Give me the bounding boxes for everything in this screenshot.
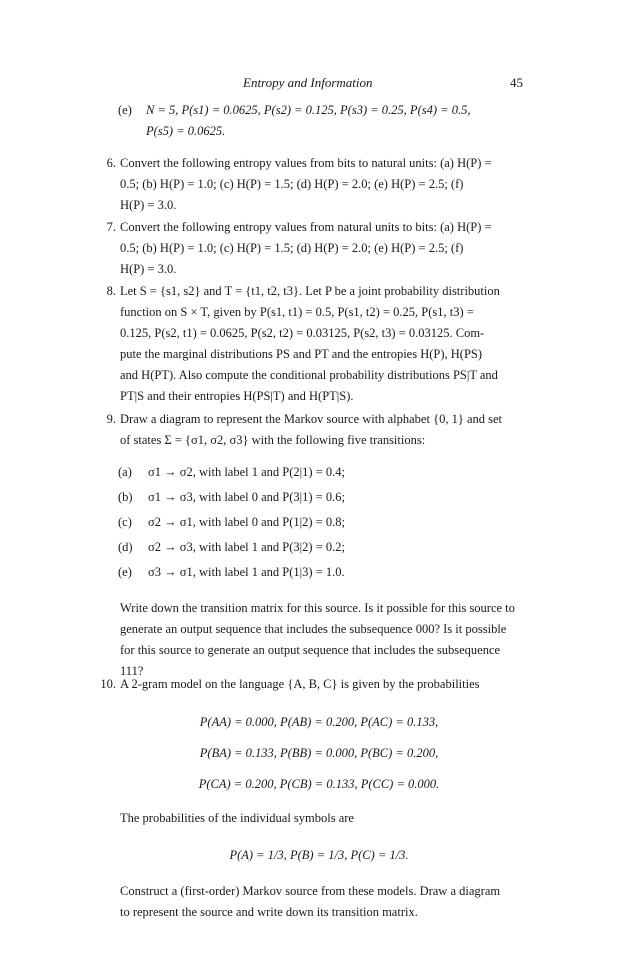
question-10 <box>90 674 553 695</box>
question-line: Convert the following entropy values from bits to natural units: (a) H(P) = <box>120 156 492 170</box>
question-line: 111? <box>120 664 144 678</box>
transition-text: σ2 → σ3, with label 1 and P(3|2) = 0.2; <box>148 540 345 554</box>
question-line: Construct a (first-order) Markov source from these models. Draw a diagram <box>120 884 501 898</box>
equation-row-3: P(CA) = 0.200, P(CB) = 0.133, P(CC) = 0.000. <box>198 777 440 791</box>
equation-row-4: P(A) = 1/3, P(B) = 1/3, P(C) = 1/3. <box>229 848 409 862</box>
transition-label: (d) <box>118 540 133 554</box>
transition-text: σ1 → σ3, with label 0 and P(3|1) = 0.6; <box>148 490 345 504</box>
transition-text: σ1 → σ2, with label 1 and P(2|1) = 0.4; <box>148 465 345 479</box>
transition-d <box>118 537 548 558</box>
question-6 <box>90 153 553 216</box>
question-number: 9. <box>106 412 116 426</box>
question-line: H(P) = 3.0. <box>120 262 177 276</box>
question-number: 6. <box>106 156 116 170</box>
transition-label: (a) <box>118 465 132 479</box>
transition-e <box>118 562 548 583</box>
question-line: PT|S and their entropies H(PS|T) and H(PT|S). <box>120 389 354 403</box>
item-e-label: (e) <box>118 103 132 117</box>
transition-label: (e) <box>118 565 132 579</box>
question-line: Convert the following entropy values from natural units to bits: (a) H(P) = <box>120 220 492 234</box>
question-line: to represent the source and write down its transition matrix. <box>120 905 418 919</box>
item-e <box>90 100 553 142</box>
running-title: Entropy and Information <box>243 75 373 90</box>
question-line: The probabilities of the individual symbols are <box>120 811 354 825</box>
question-line: Let S = {s1, s2} and T = {t1, t2, t3}. Let P be a joint probability distribution <box>120 284 500 298</box>
question-7 <box>90 217 553 280</box>
question-line: 0.5; (b) H(P) = 1.0; (c) H(P) = 1.5; (d) H(P) = 2.0; (e) H(P) = 2.5; (f) <box>120 177 464 191</box>
question-line: pute the marginal distributions PS and PT and the entropies H(P), H(PS) <box>120 347 483 361</box>
question-10-end <box>90 881 553 923</box>
transition-b <box>118 487 548 508</box>
transition-c <box>118 512 548 533</box>
item-e-line2: P(s5) = 0.0625. <box>146 124 226 138</box>
transition-text: σ2 → σ1, with label 0 and P(1|2) = 0.8; <box>148 515 345 529</box>
question-line: Draw a diagram to represent the Markov source with alphabet {0, 1} and set <box>120 412 503 426</box>
question-line: 0.125, P(s2, t1) = 0.0625, P(s2, t2) = 0.03125, P(s2, t3) = 0.03125. Com- <box>120 326 485 340</box>
question-line: generate an output sequence that includes the subsequence 000? Is it possible <box>120 622 507 636</box>
question-9 <box>90 409 553 451</box>
question-line: A 2-gram model on the language {A, B, C} is given by the probabilities <box>120 677 480 691</box>
question-number: 10. <box>100 677 116 691</box>
question-line: for this source to generate an output sequence that includes the subsequence <box>120 643 501 657</box>
question-9-continued <box>90 598 553 682</box>
item-e-line1: N = 5, P(s1) = 0.0625, P(s2) = 0.125, P(s3) = 0.25, P(s4) = 0.5, <box>146 103 471 117</box>
question-line: H(P) = 3.0. <box>120 198 177 212</box>
page-number: 45 <box>510 75 523 90</box>
question-8 <box>90 281 553 407</box>
transition-label: (c) <box>118 515 132 529</box>
question-line: function on S × T, given by P(s1, t1) = 0.5, P(s1, t2) = 0.25, P(s1, t3) = <box>120 305 474 319</box>
question-line: of states Σ = {σ1, σ2, σ3} with the following five transitions: <box>120 433 426 447</box>
equation-row-1: P(AA) = 0.000, P(AB) = 0.200, P(AC) = 0.133, <box>199 715 439 729</box>
page-header <box>0 72 638 92</box>
question-line: Write down the transition matrix for this source. Is it possible for this source to <box>120 601 515 615</box>
question-10-mid <box>90 808 553 829</box>
question-line: and H(PT). Also compute the conditional probability distributions PS|T and <box>120 368 498 382</box>
transition-text: σ3 → σ1, with label 1 and P(1|3) = 1.0. <box>148 565 345 579</box>
question-number: 8. <box>106 284 116 298</box>
equation-row-2: P(BA) = 0.133, P(BB) = 0.000, P(BC) = 0.200, <box>199 746 439 760</box>
transition-a <box>118 462 548 483</box>
question-number: 7. <box>106 220 116 234</box>
question-line: 0.5; (b) H(P) = 1.0; (c) H(P) = 1.5; (d) H(P) = 2.0; (e) H(P) = 2.5; (f) <box>120 241 464 255</box>
transition-label: (b) <box>118 490 133 504</box>
